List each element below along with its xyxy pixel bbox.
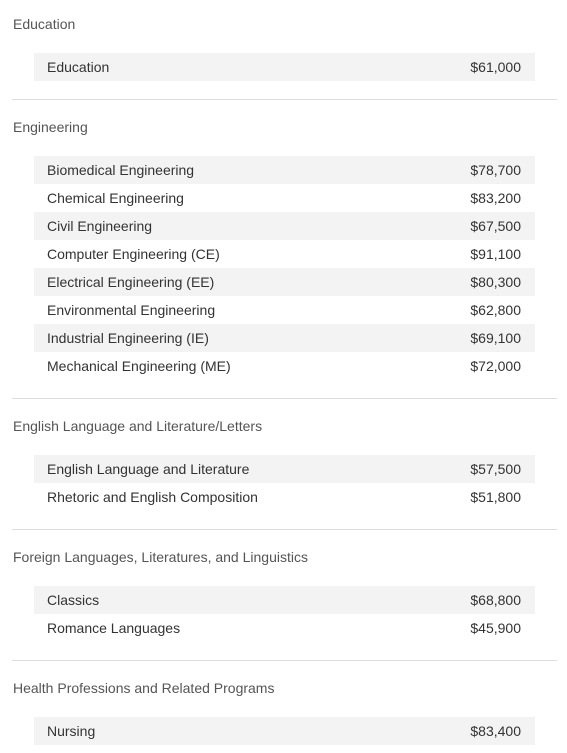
list-item	[34, 268, 535, 296]
major-name: Rhetoric and English Composition	[47, 489, 258, 505]
section-title-engineering: Engineering	[13, 119, 88, 135]
list-item	[34, 352, 535, 380]
salary-value: $83,200	[470, 190, 521, 206]
major-name: Mechanical Engineering (ME)	[47, 358, 231, 374]
salary-value: $72,000	[470, 358, 521, 374]
list-item	[34, 717, 535, 745]
list-item	[34, 296, 535, 324]
major-name: Industrial Engineering (IE)	[47, 330, 209, 346]
list-item	[34, 53, 535, 81]
salary-value: $51,800	[470, 489, 521, 505]
major-name: Romance Languages	[47, 620, 181, 636]
list-item	[34, 324, 535, 352]
list-item	[34, 614, 535, 642]
list-item	[34, 483, 535, 511]
major-name: Chemical Engineering	[47, 190, 184, 206]
list-item	[34, 184, 535, 212]
section-title-education: Education	[13, 16, 76, 32]
major-name: Education	[47, 59, 110, 75]
major-name: Environmental Engineering	[47, 302, 216, 318]
list-item	[34, 586, 535, 614]
salary-value: $45,900	[470, 620, 521, 636]
salary-value: $80,300	[470, 274, 521, 290]
major-name: Biomedical Engineering	[47, 162, 195, 178]
section-title-english: English Language and Literature/Letters	[13, 418, 263, 434]
salary-value: $78,700	[470, 162, 521, 178]
list-item	[34, 455, 535, 483]
section-title-health-professions: Health Professions and Related Programs	[13, 680, 275, 696]
major-name: Classics	[47, 592, 100, 608]
section-title-foreign-languages: Foreign Languages, Literatures, and Linguistics	[13, 549, 308, 565]
list-item	[34, 156, 535, 184]
salary-value: $57,500	[470, 461, 521, 477]
major-name: Electrical Engineering (EE)	[47, 274, 215, 290]
list-item	[34, 240, 535, 268]
salary-value: $62,800	[470, 302, 521, 318]
section-divider	[12, 398, 557, 399]
salary-value: $67,500	[470, 218, 521, 234]
salary-value: $68,800	[470, 592, 521, 608]
major-name: Nursing	[47, 723, 96, 739]
salary-value: $61,000	[470, 59, 521, 75]
salary-value: $91,100	[470, 246, 521, 262]
major-name: Civil Engineering	[47, 218, 153, 234]
section-divider	[12, 660, 557, 661]
section-divider	[12, 99, 557, 100]
salary-value: $69,100	[470, 330, 521, 346]
major-name: Computer Engineering (CE)	[47, 246, 220, 262]
salary-value: $83,400	[470, 723, 521, 739]
major-name: English Language and Literature	[47, 461, 250, 477]
section-divider	[12, 529, 557, 530]
list-item	[34, 212, 535, 240]
